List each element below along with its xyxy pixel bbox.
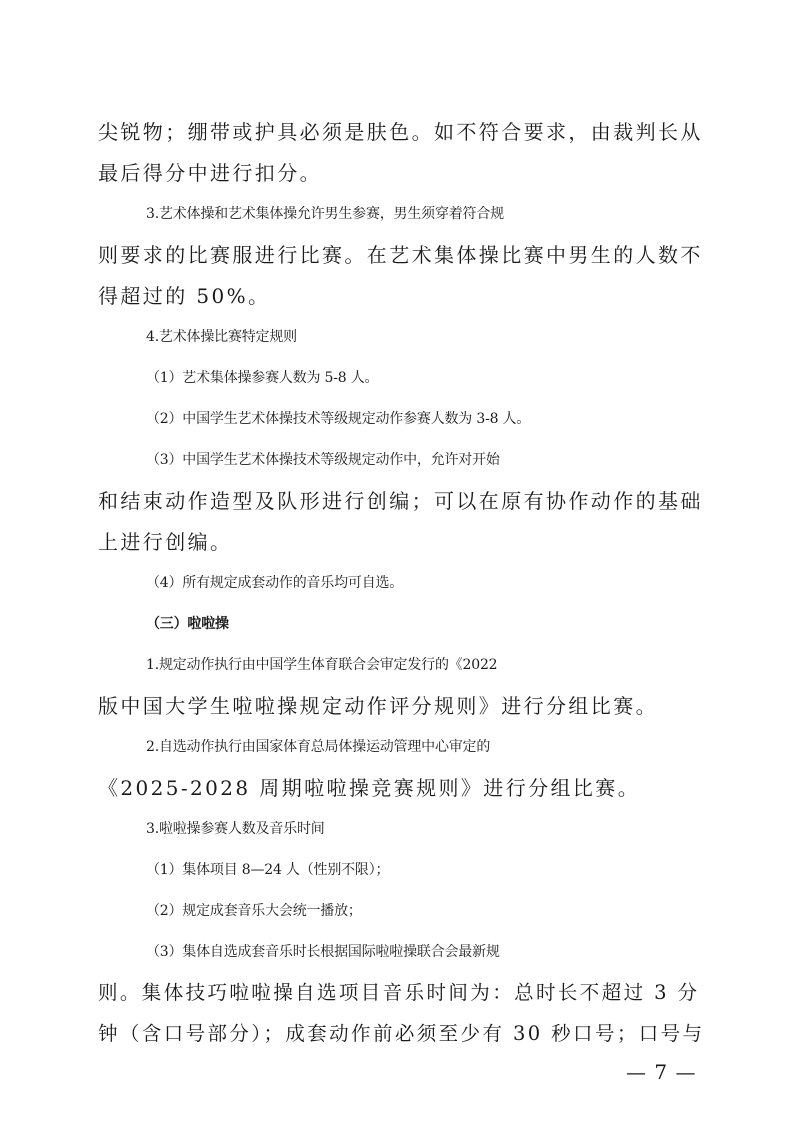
body-text-line: 最后得分中进行扣分。: [98, 161, 322, 185]
body-text-line: 上进行创编。: [98, 530, 233, 554]
body-text-line: 和结束动作造型及队形进行创编；可以在原有协作动作的基础: [98, 489, 703, 513]
list-item-1: （1）集体项目 8—24 人（性别不限）；: [146, 862, 390, 878]
list-item-3: （3）中国学生艺术体操技术等级规定动作中，允许对开始: [146, 452, 500, 468]
list-item-1: （1）艺术集体操参赛人数为 5-8 人。: [146, 370, 379, 386]
paragraph-1-start: 1.规定动作执行由中国学生体育联合会审定发行的《2022: [146, 657, 498, 673]
subheading-3: 3.啦啦操参赛人数及音乐时间: [146, 821, 325, 837]
body-text-line: 钟（含口号部分）；成套动作前必须至少有 30 秒口号；口号与: [98, 1022, 705, 1045]
subheading-4: 4.艺术体操比赛特定规则: [146, 329, 297, 345]
list-item-4: （4）所有规定成套动作的音乐均可自选。: [146, 575, 404, 591]
list-item-2: （2）中国学生艺术体操技术等级规定动作参赛人数为 3-8 人。: [146, 411, 531, 427]
body-text-line: 《2025-2028 周期啦啦操竞赛规则》进行分组比赛。: [98, 776, 641, 800]
body-text-line: 则要求的比赛服进行比赛。在艺术集体操比赛中男生的人数不: [98, 243, 703, 267]
body-text-line: 尖锐物；绷带或护具必须是肤色。如不符合要求，由裁判长从: [98, 120, 703, 144]
body-text-line: 版中国大学生啦啦操规定动作评分规则》进行分组比赛。: [98, 694, 658, 718]
list-item-2: （2）规定成套音乐大会统一播放；: [146, 903, 362, 919]
list-item-3: （3）集体自选成套音乐时长根据国际啦啦操联合会最新规: [146, 944, 500, 960]
body-text-line: 则。集体技巧啦啦操自选项目音乐时间为：总时长不超过 3 分: [98, 981, 700, 1004]
page-number: — 7 —: [626, 1060, 697, 1084]
section-heading: （三）啦啦操: [146, 616, 229, 632]
paragraph-2-start: 2.自选动作执行由国家体育总局体操运动管理中心审定的: [146, 739, 491, 755]
body-text-line: 得超过的 50%。: [98, 284, 271, 308]
paragraph-3-start: 3.艺术体操和艺术集体操允许男生参赛，男生须穿着符合规: [146, 206, 504, 222]
